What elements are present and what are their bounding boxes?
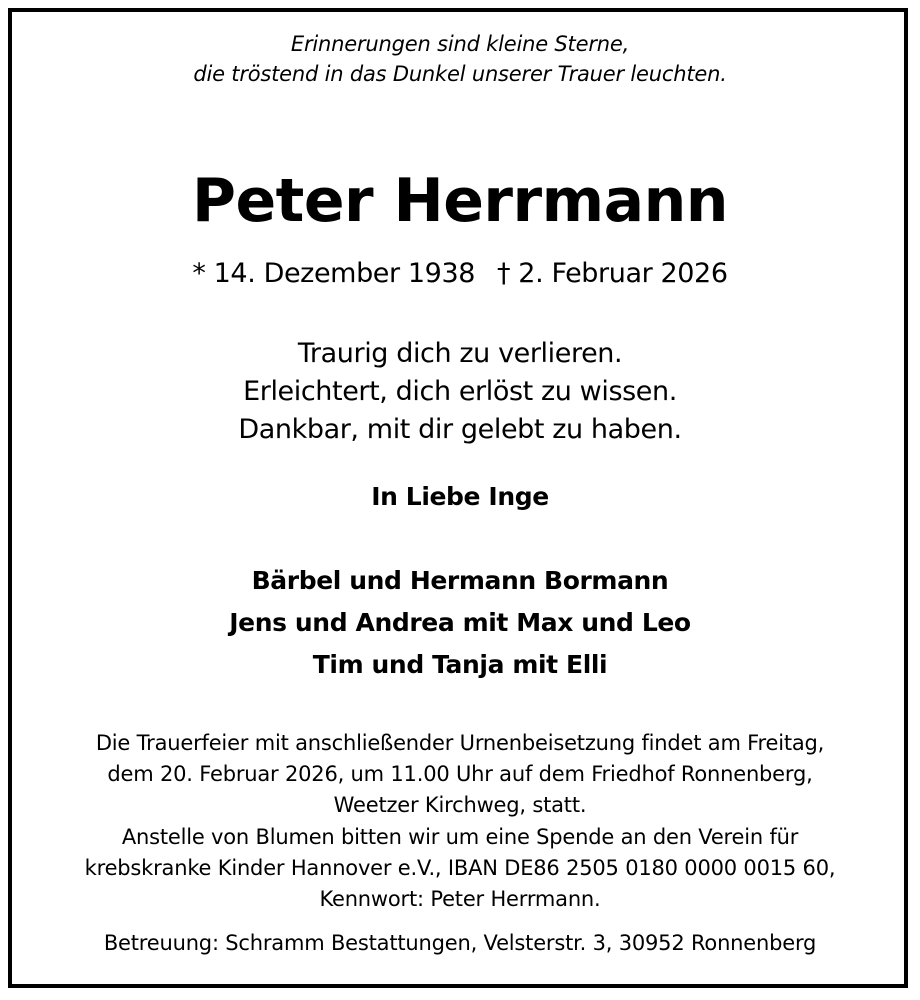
family-line-1: Bärbel und Hermann Bormann <box>251 566 669 595</box>
verse-line-1: Traurig dich zu verlieren. <box>297 338 623 369</box>
primary-mourner: In Liebe Inge <box>371 482 549 511</box>
life-dates <box>0 258 920 289</box>
donation-line-3: Kennwort: Peter Herrmann. <box>319 887 601 911</box>
undertaker-info: Betreuung: Schramm Bestattungen, Velsterstr. 3, 30952 Ronnenberg <box>103 931 817 955</box>
ceremony-line-1: Die Trauerfeier mit anschließender Urnenbeisetzung findet am Freitag, <box>95 731 825 755</box>
motto-line-1: Erinnerungen sind kleine Sterne, <box>290 32 630 56</box>
verse-line-3: Dankbar, mit dir gelebt zu haben. <box>238 414 682 445</box>
death-date: † 2. Februar 2026 <box>497 258 728 289</box>
birth-date: * 14. Dezember 1938 <box>192 258 476 289</box>
ceremony-line-2: dem 20. Februar 2026, um 11.00 Uhr auf dem Friedhof Ronnenberg, <box>107 762 813 786</box>
donation-line-1: Anstelle von Blumen bitten wir um eine Spende an den Verein für <box>121 825 799 849</box>
family-line-2: Jens und Andrea mit Max und Leo <box>229 608 691 637</box>
deceased-name: Peter Herrmann <box>191 166 729 236</box>
donation-line-2: krebskranke Kinder Hannover e.V., IBAN DE86 2505 0180 0000 0015 60, <box>84 856 836 880</box>
verse-line-2: Erleichtert, dich erlöst zu wissen. <box>243 376 677 407</box>
motto-line-2: die tröstend in das Dunkel unserer Trauer leuchten. <box>193 62 727 86</box>
ceremony-line-3: Weetzer Kirchweg, statt. <box>333 793 587 817</box>
family-line-3: Tim und Tanja mit Elli <box>312 650 608 679</box>
